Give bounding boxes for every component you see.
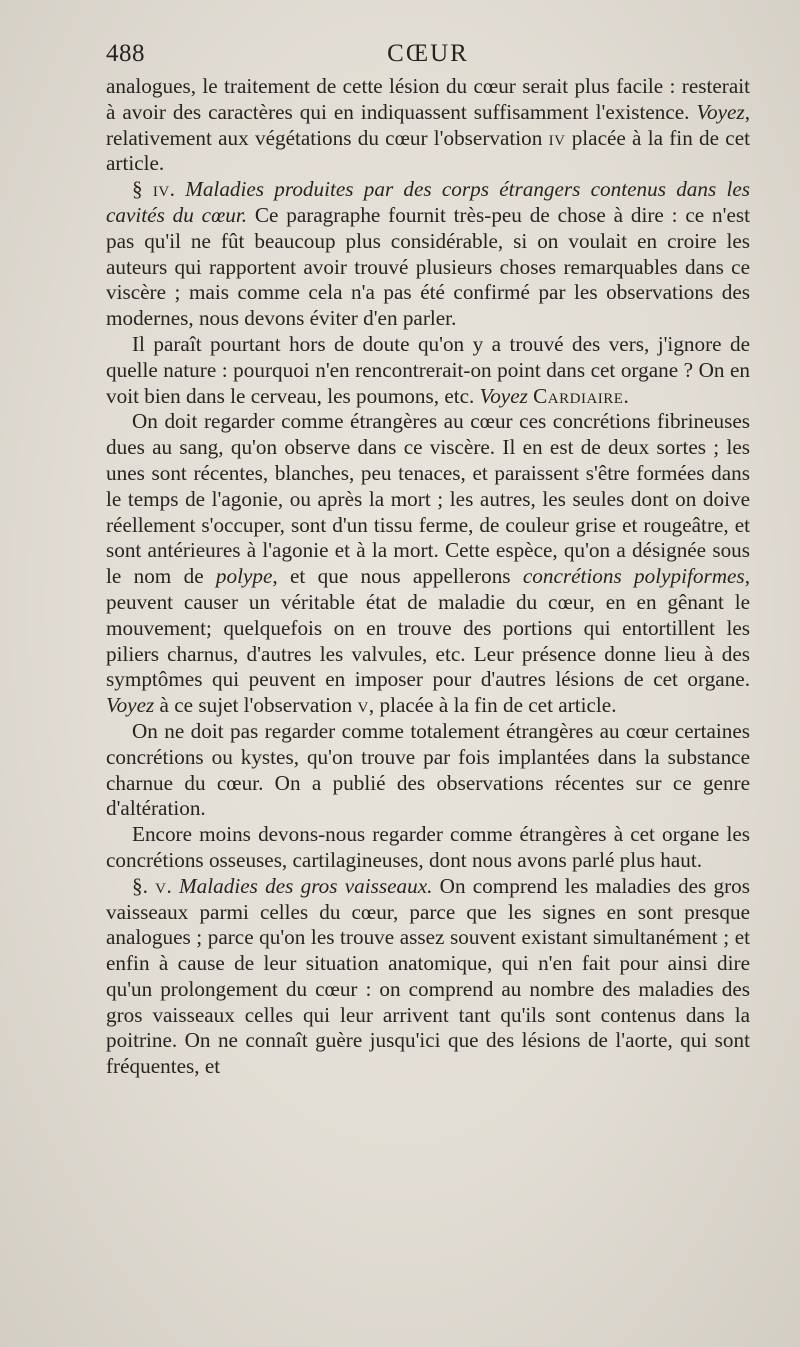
text-run: . — [169, 177, 186, 202]
text-run: analogues, le traitement de cette lésion du cœur serait plus facile : resterait à avoir des caractères qui en indiquassent suffisamment l'existence. — [106, 74, 750, 124]
text-run: . — [623, 383, 629, 408]
paragraph-p1 — [106, 74, 750, 177]
italic-text: Voyez — [696, 99, 745, 124]
italic-text: Voyez — [106, 693, 155, 718]
text-run: On ne doit pas regarder comme totalement étrangères au cœur certaines concrétions ou kystes, qu'on trouve par fois implantées dans la substance charnue du cœur. On a publié des observations récentes sur ce genre d'altération. — [106, 718, 750, 821]
text-run: Il paraît pourtant hors de doute qu'on y a trouvé des vers, j'ignore de quelle nature : pourquoi n'en rencontrerait-on point dans cet organe ? On en voit bien dans le cerveau, les poumons, etc. — [106, 331, 750, 408]
small-caps-text: iv — [548, 125, 566, 150]
text-run: , peuvent causer un véritable état de maladie du cœur, en en gênant le mouvement; quelquefois on en trouve des portions qui entortillent les piliers charnus, d'autres les valvules, etc. Leur présence donne lieu à des symptômes qui peuvent en imposer pour d'autres lésions de cet organe. — [106, 564, 750, 692]
paragraph-p6 — [106, 822, 750, 874]
italic-text: polype — [215, 564, 273, 589]
text-run: § — [132, 177, 153, 202]
italic-text: Voyez — [479, 383, 528, 408]
italic-text: Maladies produites par des corps étrangers contenus dans les cavités du cœur. — [106, 177, 750, 227]
italic-text: concrétions polypiformes — [522, 564, 745, 589]
paragraph-p5 — [106, 719, 750, 822]
small-caps-text: iv — [152, 177, 170, 202]
page-header — [106, 40, 750, 70]
paragraph-p3 — [106, 332, 750, 409]
small-caps-text: v — [357, 693, 369, 718]
paragraph-p4 — [106, 409, 750, 719]
text-run: , relativement aux végétations du cœur l'observation — [106, 99, 750, 150]
text-run: On comprend les maladies des gros vaisseaux parmi celles du cœur, parce que les signes en sont presque analogues ; parce qu'on les trouve assez souvent existant simultanément ; et enfin à cause de leur situation anatomique, qui n'en fait pour ainsi dire qu'un prolongement du cœur : on comprend au nombre des maladies des gros vaisseaux celles qui leur arrivent tant qu'ils sont contenus dans la poitrine. On ne connaît guère jusqu'ici que des lésions de l'aorte, qui sont fréquentes, et — [106, 873, 751, 1079]
body-text — [106, 74, 750, 1080]
small-caps-text: v — [155, 873, 167, 898]
text-run: §. — [132, 873, 156, 898]
paragraph-p7 — [106, 874, 750, 1080]
italic-text: Maladies des gros vaisseaux. — [179, 873, 433, 898]
text-run: à ce sujet l'observation — [154, 693, 358, 718]
paragraph-p2 — [106, 177, 750, 332]
text-run: , placée à la fin de cet article. — [368, 693, 617, 718]
text-run: placée à la fin de cet article. — [106, 125, 750, 176]
text-run: Encore moins devons-nous regarder comme étrangères à cet organe les concrétions osseuses, cartilagineuses, dont nous avons parlé plus haut. — [106, 822, 750, 872]
text-run: On doit regarder comme étrangères au cœur ces concrétions fibrineuses dues au sang, qu'on observe dans ce viscère. Il en est de deux sortes ; les unes sont récentes, blanches, peu tenaces, et paraissent s'être formées dans le temps de l'agonie, ou après la mort ; les autres, les seules dont on doive réellement s'occuper, sont d'un tissu ferme, de couleur grise et rougeâtre, et sont antérieures à l'agonie et à la mort. Cette espèce, qu'on a désignée sous le nom de — [106, 409, 750, 589]
text-run: Ce paragraphe fournit très-peu de chose à dire : ce n'est pas qu'il ne fût beaucoup plus considérable, si on voulait en croire les auteurs qui rapportent avoir trouvé plusieurs choses remarquables dans ce viscère ; mais comme cela n'a pas été confirmé par les observations des modernes, nous devons éviter d'en parler. — [106, 202, 750, 331]
small-caps-text: Cardiaire — [533, 383, 624, 408]
page-number: 488 — [106, 40, 145, 67]
text-run: . — [166, 873, 180, 898]
text-run: , et que nous appellerons — [272, 564, 523, 589]
running-head: CŒUR — [387, 40, 469, 67]
